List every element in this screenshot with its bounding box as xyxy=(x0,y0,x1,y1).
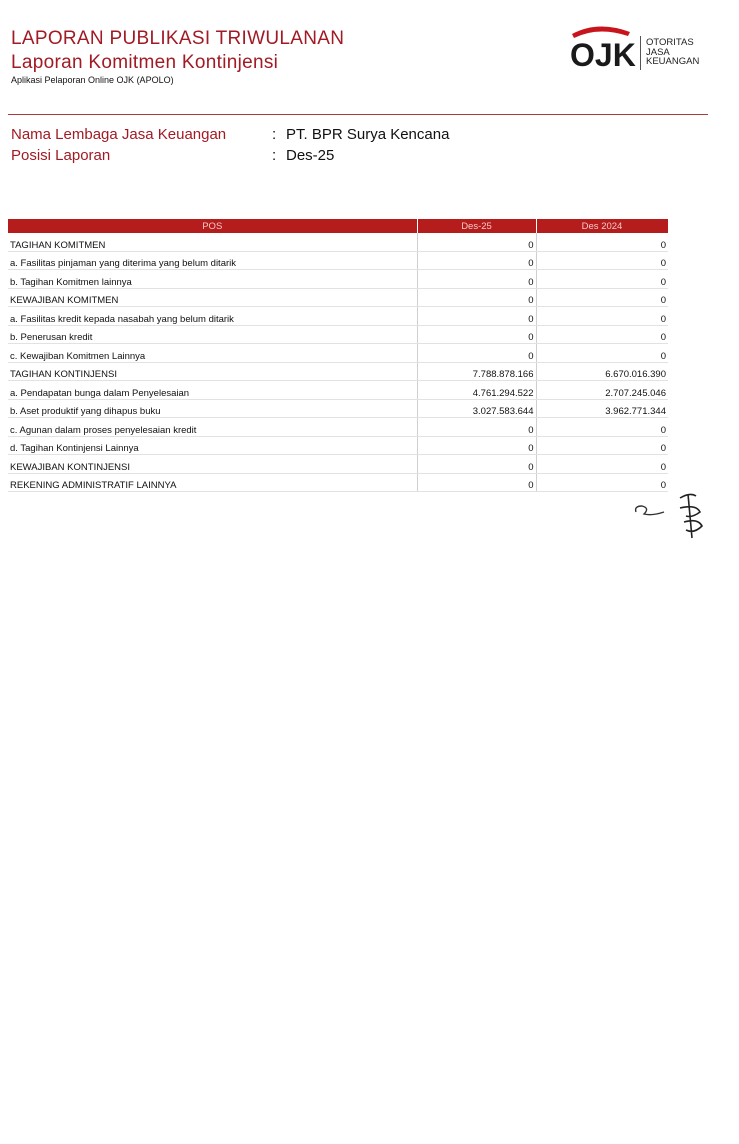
logo-wordmark xyxy=(646,38,699,67)
row-value-des-2024: 0 xyxy=(536,436,668,455)
row-pos-label: c. Agunan dalam proses penyelesaian kredit xyxy=(8,418,417,437)
row-pos-label: TAGIHAN KOMITMEN xyxy=(8,233,417,251)
row-value-des-25: 0 xyxy=(417,473,536,492)
row-value-des-2024: 3.962.771.344 xyxy=(536,399,668,418)
row-value-des-25: 0 xyxy=(417,288,536,307)
position-value: Des-25 xyxy=(286,147,335,164)
row-value-des-2024: 2.707.245.046 xyxy=(536,381,668,400)
row-value-des-2024: 0 xyxy=(536,455,668,474)
table-row xyxy=(8,325,668,344)
row-value-des-25: 0 xyxy=(417,455,536,474)
table-row xyxy=(8,399,668,418)
table-row xyxy=(8,288,668,307)
row-pos-label: a. Fasilitas pinjaman yang diterima yang belum ditarik xyxy=(8,251,417,270)
header-des-25: Des-25 xyxy=(417,219,536,233)
header-pos: POS xyxy=(8,219,417,233)
row-value-des-2024: 0 xyxy=(536,251,668,270)
ojk-logo-icon xyxy=(568,22,638,72)
logo-line3: KEUANGAN xyxy=(646,56,700,67)
ojk-logo xyxy=(568,22,718,72)
signature xyxy=(630,488,710,544)
row-value-des-2024: 0 xyxy=(536,233,668,251)
row-pos-label: a. Fasilitas kredit kepada nasabah yang belum ditarik xyxy=(8,307,417,326)
row-pos-label: TAGIHAN KONTINJENSI xyxy=(8,362,417,381)
row-value-des-2024: 0 xyxy=(536,307,668,326)
table-row xyxy=(8,381,668,400)
row-pos-label: REKENING ADMINISTRATIF LAINNYA xyxy=(8,473,417,492)
row-value-des-25: 3.027.583.644 xyxy=(417,399,536,418)
report-subtitle-title: Laporan Komitmen Kontinjensi xyxy=(11,52,279,73)
row-pos-label: KEWAJIBAN KOMITMEN xyxy=(8,288,417,307)
table-row xyxy=(8,251,668,270)
table-row xyxy=(8,270,668,289)
row-value-des-2024: 0 xyxy=(536,325,668,344)
ojk-logo-mark-text: OJK xyxy=(570,37,636,72)
row-pos-label: d. Tagihan Kontinjensi Lainnya xyxy=(8,436,417,455)
institution-label: Nama Lembaga Jasa Keuangan xyxy=(11,126,227,143)
logo-line1: OTORITAS xyxy=(646,37,694,48)
table-row xyxy=(8,418,668,437)
row-value-des-2024: 0 xyxy=(536,270,668,289)
row-value-des-25: 0 xyxy=(417,307,536,326)
table-row xyxy=(8,307,668,326)
row-value-des-25: 7.788.878.166 xyxy=(417,362,536,381)
row-value-des-2024: 0 xyxy=(536,288,668,307)
row-value-des-2024: 0 xyxy=(536,344,668,363)
commitment-contingency-table xyxy=(8,219,669,492)
application-name: Aplikasi Pelaporan Online OJK (APOLO) xyxy=(11,75,174,85)
row-value-des-25: 0 xyxy=(417,270,536,289)
table-row xyxy=(8,362,668,381)
header-des-2024: Des 2024 xyxy=(536,219,668,233)
row-pos-label: KEWAJIBAN KONTINJENSI xyxy=(8,455,417,474)
logo-line2: JASA xyxy=(646,46,670,58)
row-value-des-2024: 0 xyxy=(536,473,668,492)
row-value-des-25: 0 xyxy=(417,251,536,270)
row-pos-label: b. Tagihan Komitmen lainnya xyxy=(8,270,417,289)
row-value-des-25: 0 xyxy=(417,325,536,344)
row-value-des-25: 0 xyxy=(417,233,536,251)
position-label: Posisi Laporan xyxy=(11,147,111,164)
table-row xyxy=(8,233,668,251)
table-row xyxy=(8,344,668,363)
report-title: LAPORAN PUBLIKASI TRIWULANAN xyxy=(11,28,345,49)
table-row xyxy=(8,473,668,492)
row-pos-label: a. Pendapatan bunga dalam Penyelesaian xyxy=(8,381,417,400)
row-value-des-25: 0 xyxy=(417,436,536,455)
row-pos-label: c. Kewajiban Komitmen Lainnya xyxy=(8,344,417,363)
table-row xyxy=(8,455,668,474)
row-value-des-2024: 0 xyxy=(536,418,668,437)
logo-divider xyxy=(640,36,641,70)
row-value-des-2024: 6.670.016.390 xyxy=(536,362,668,381)
row-value-des-25: 0 xyxy=(417,344,536,363)
table-row xyxy=(8,436,668,455)
header-divider xyxy=(8,114,708,115)
row-value-des-25: 4.761.294.522 xyxy=(417,381,536,400)
row-pos-label: b. Aset produktif yang dihapus buku xyxy=(8,399,417,418)
row-value-des-25: 0 xyxy=(417,418,536,437)
institution-value: PT. BPR Surya Kencana xyxy=(286,126,450,143)
table-header-row xyxy=(8,219,668,233)
row-pos-label: b. Penerusan kredit xyxy=(8,325,417,344)
position-separator: : xyxy=(272,147,277,164)
institution-separator: : xyxy=(272,126,277,143)
